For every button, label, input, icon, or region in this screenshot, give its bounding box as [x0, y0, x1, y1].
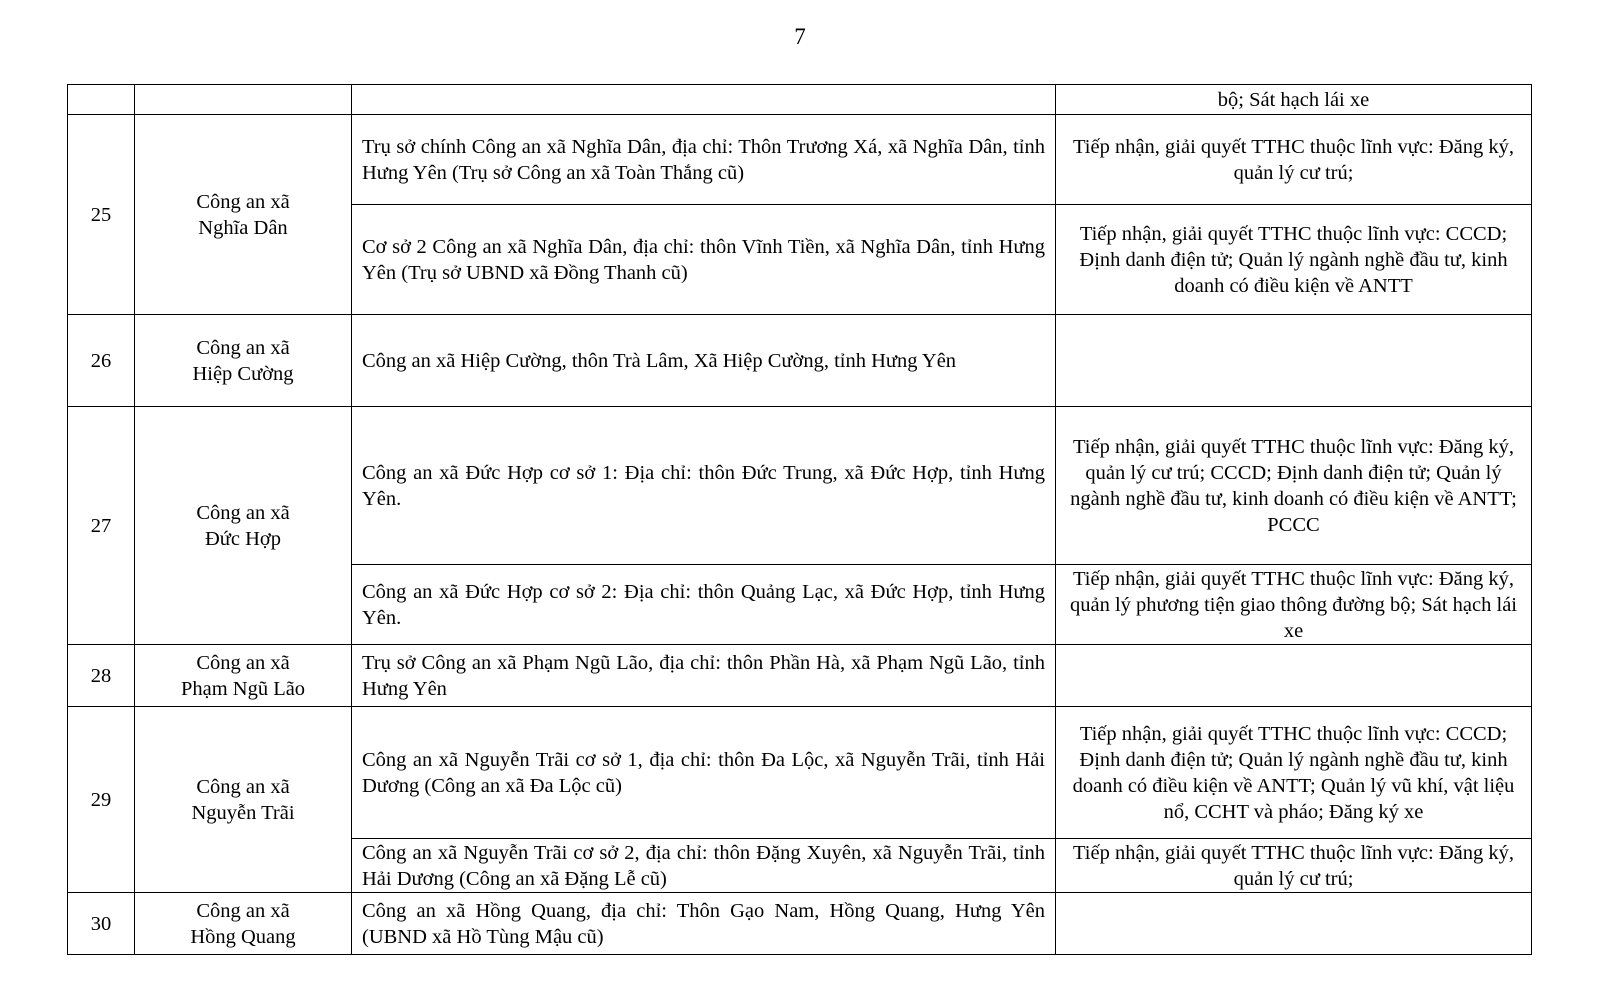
stt-cell: 27 [68, 407, 135, 645]
unit-name: Phạm Ngũ Lão [180, 677, 306, 700]
table-row [68, 315, 1532, 407]
stt-cell: 28 [68, 645, 135, 707]
unit-line: Công an xã [196, 190, 290, 213]
unit-line: Công an xã [196, 899, 290, 922]
stt-cell: 30 [68, 893, 135, 955]
task-cell [1056, 315, 1532, 407]
address-cell: Trụ sở Công an xã Phạm Ngũ Lão, địa chỉ: thôn Phần Hà, xã Phạm Ngũ Lão, tỉnh Hưng Yên [352, 645, 1056, 707]
address-cell: Công an xã Nguyễn Trãi cơ sở 1, địa chỉ: thôn Đa Lộc, xã Nguyễn Trãi, tỉnh Hải Dương (Công an xã Đa Lộc cũ) [352, 707, 1056, 839]
unit-name: Nghĩa Dân [198, 216, 288, 239]
address-cell: Công an xã Đức Hợp cơ sở 2: Địa chỉ: thôn Quảng Lạc, xã Đức Hợp, tỉnh Hưng Yên. [352, 565, 1056, 645]
task-cell: Tiếp nhận, giải quyết TTHC thuộc lĩnh vực: Đăng ký, quản lý phương tiện giao thông đường bộ; Sát hạch lái xe [1056, 565, 1532, 645]
unit-cell [135, 707, 352, 893]
task-cell: bộ; Sát hạch lái xe [1056, 85, 1532, 115]
task-cell [1056, 645, 1532, 707]
stt-cell: 25 [68, 115, 135, 315]
address-cell: Công an xã Nguyễn Trãi cơ sở 2, địa chỉ: thôn Đặng Xuyên, xã Nguyễn Trãi, tỉnh Hải Dương (Công an xã Đặng Lễ cũ) [352, 839, 1056, 893]
address-cell: Công an xã Hồng Quang, địa chỉ: Thôn Gạo Nam, Hồng Quang, Hưng Yên (UBND xã Hồ Tùng Mậu cũ) [352, 893, 1056, 955]
task-cell: Tiếp nhận, giải quyết TTHC thuộc lĩnh vực: Đăng ký, quản lý cư trú; [1056, 839, 1532, 893]
table-row [68, 407, 1532, 565]
address-cell: Công an xã Hiệp Cường, thôn Trà Lâm, Xã Hiệp Cường, tỉnh Hưng Yên [352, 315, 1056, 407]
police-station-table [67, 84, 1532, 955]
unit-name: Hiệp Cường [192, 362, 294, 385]
unit-line: Công an xã [196, 336, 290, 359]
unit-name: Nguyễn Trãi [191, 801, 295, 824]
table-row [68, 645, 1532, 707]
unit-cell [135, 85, 352, 115]
stt-cell: 29 [68, 707, 135, 893]
unit-name: Đức Hợp [204, 527, 282, 550]
address-cell: Trụ sở chính Công an xã Nghĩa Dân, địa chỉ: Thôn Trương Xá, xã Nghĩa Dân, tỉnh Hưng Yên (Trụ sở Công an xã Toàn Thắng cũ) [352, 115, 1056, 205]
task-cell [1056, 893, 1532, 955]
table-row-continued [68, 85, 1532, 115]
address-cell: Công an xã Đức Hợp cơ sở 1: Địa chỉ: thôn Đức Trung, xã Đức Hợp, tỉnh Hưng Yên. [352, 407, 1056, 565]
task-cell: Tiếp nhận, giải quyết TTHC thuộc lĩnh vực: Đăng ký, quản lý cư trú; [1056, 115, 1532, 205]
unit-cell [135, 645, 352, 707]
unit-name: Hồng Quang [190, 925, 296, 948]
unit-line: Công an xã [196, 651, 290, 674]
address-cell [352, 85, 1056, 115]
unit-line: Công an xã [196, 775, 290, 798]
task-cell: Tiếp nhận, giải quyết TTHC thuộc lĩnh vực: CCCD; Định danh điện tử; Quản lý ngành nghề đầu tư, kinh doanh có điều kiện về ANTT; Quản lý vũ khí, vật liệu nổ, CCHT và pháo; Đăng ký xe [1056, 707, 1532, 839]
unit-cell [135, 315, 352, 407]
unit-line: Công an xã [196, 501, 290, 524]
unit-cell [135, 893, 352, 955]
task-cell: Tiếp nhận, giải quyết TTHC thuộc lĩnh vực: Đăng ký, quản lý cư trú; CCCD; Định danh điện tử; Quản lý ngành nghề đầu tư, kinh doanh có điều kiện về ANTT; PCCC [1056, 407, 1532, 565]
table-row [68, 893, 1532, 955]
stt-cell: 26 [68, 315, 135, 407]
unit-cell [135, 407, 352, 645]
address-cell: Cơ sở 2 Công an xã Nghĩa Dân, địa chỉ: thôn Vĩnh Tiền, xã Nghĩa Dân, tỉnh Hưng Yên (Trụ sở UBND xã Đồng Thanh cũ) [352, 205, 1056, 315]
task-cell: Tiếp nhận, giải quyết TTHC thuộc lĩnh vực: CCCD; Định danh điện tử; Quản lý ngành nghề đầu tư, kinh doanh có điều kiện về ANTT [1056, 205, 1532, 315]
table-row [68, 707, 1532, 839]
stt-cell [68, 85, 135, 115]
page-number: 7 [794, 24, 806, 49]
table-row [68, 115, 1532, 205]
unit-cell [135, 115, 352, 315]
